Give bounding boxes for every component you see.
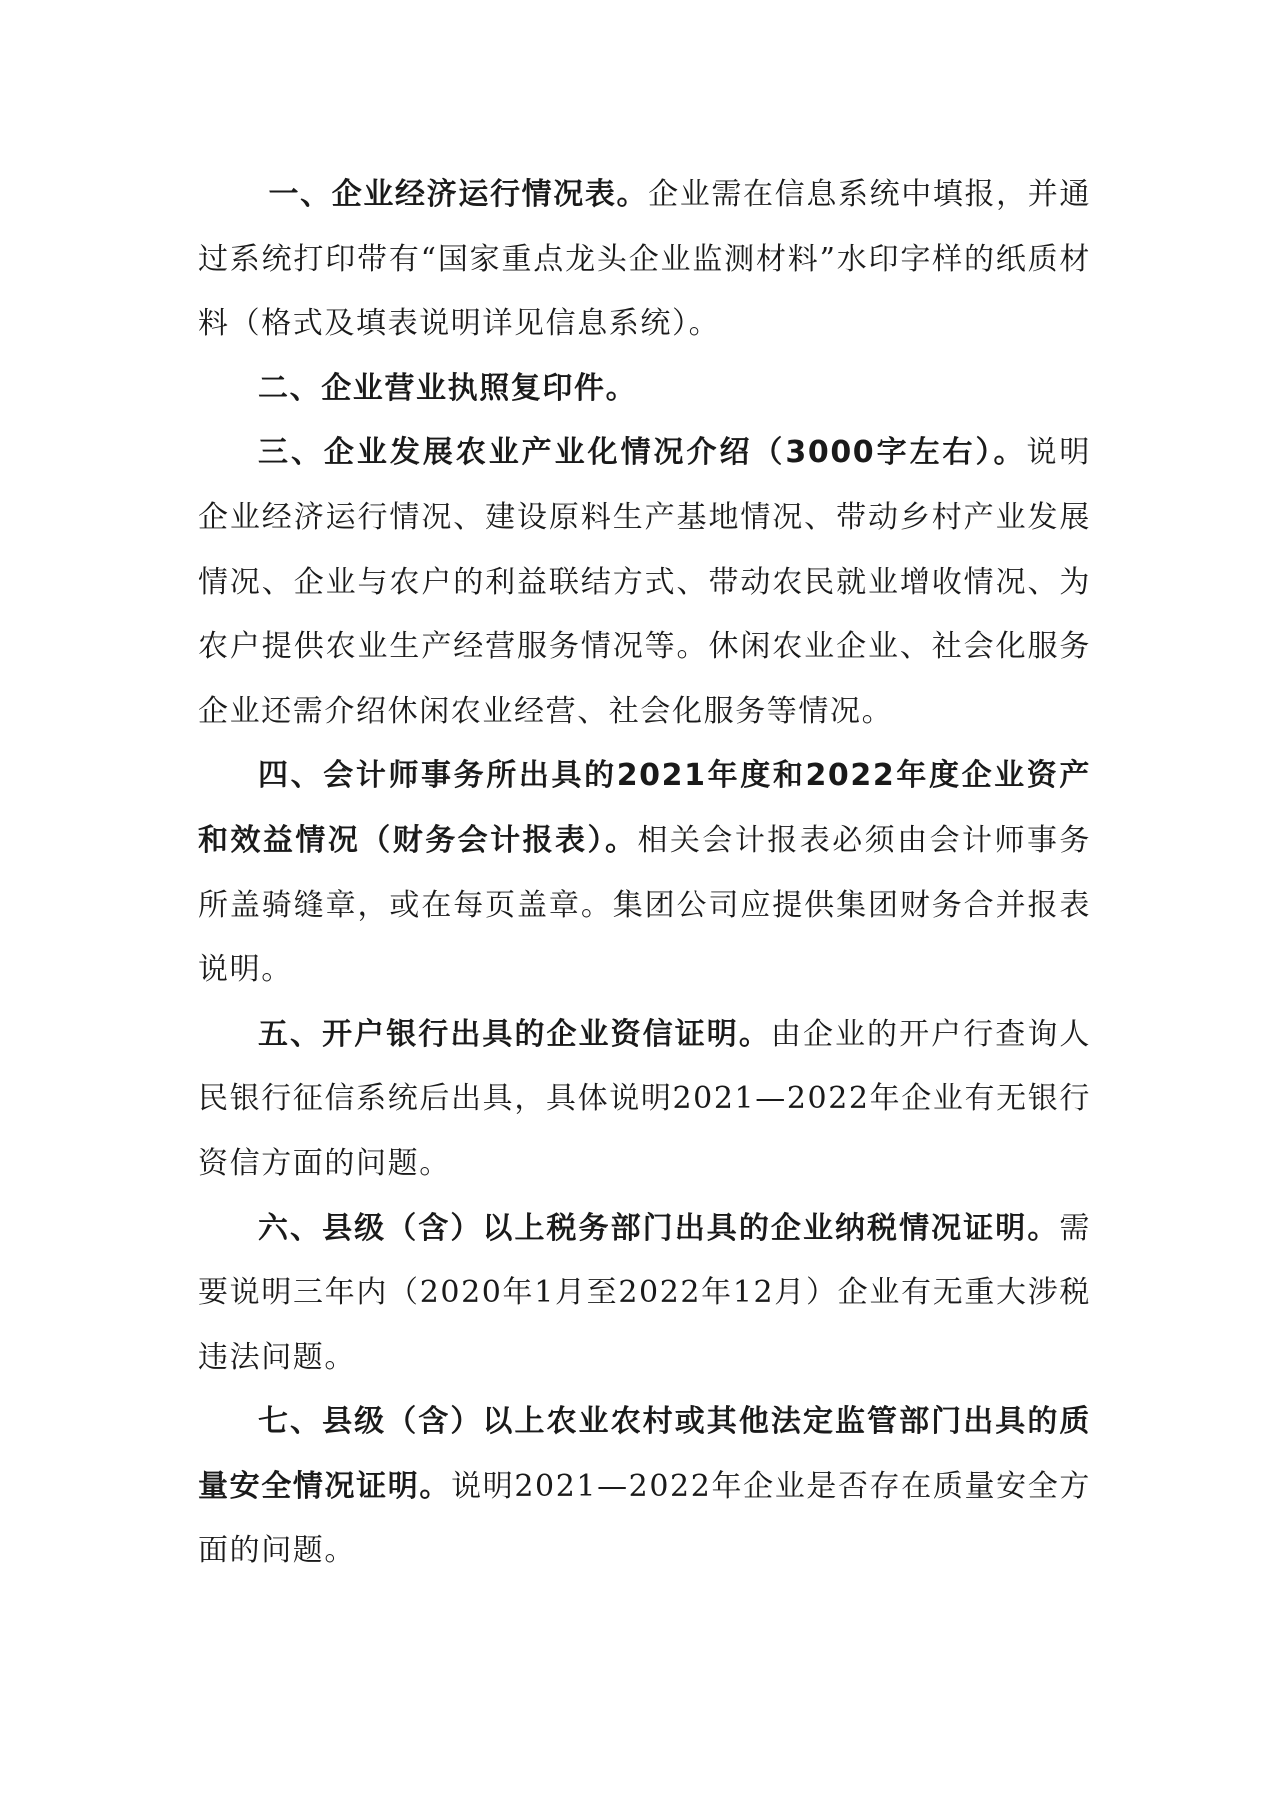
paragraph-3 xyxy=(198,421,1091,744)
paragraph-3-heading: 三、企业发展农业产业化情况介绍（3000字左右）。 xyxy=(258,435,1027,471)
paragraph-7-body: 说明2021—2022年企业是否存在质量安全方面的问题。 xyxy=(198,1468,1091,1569)
paragraph-4-heading: 四、会计师事务所出具的2021年度和2022年度企业资产和效益情况（财务会计报表）。 xyxy=(198,758,1091,858)
paragraph-5-heading: 五、开户银行出具的企业资信证明。 xyxy=(258,1016,771,1052)
paragraph-2-heading: 二、企业营业执照复印件。 xyxy=(258,370,638,406)
paragraph-5 xyxy=(198,1003,1091,1197)
paragraph-4-body: 相关会计报表必须由会计师事务所盖骑缝章，或在每页盖章。集团公司应提供集团财务合并报表说明。 xyxy=(198,822,1092,988)
paragraph-7-heading: 七、县级（含）以上农业农村或其他法定监管部门出具的质量安全情况证明。 xyxy=(198,1404,1091,1504)
paragraph-7 xyxy=(198,1390,1091,1584)
paragraph-2 xyxy=(198,357,1091,422)
paragraph-1 xyxy=(198,163,1091,357)
document-page xyxy=(198,163,1091,1584)
paragraph-6 xyxy=(198,1197,1091,1391)
paragraph-3-body: 说明企业经济运行情况、建设原料生产基地情况、带动乡村产业发展情况、企业与农户的利益联结方式、带动农民就业增收情况、为农户提供农业生产经营服务情况等。休闲农业企业、社会化服务企业还需介绍休闲农业经营、社会化服务等情况。 xyxy=(198,435,1091,729)
paragraph-6-heading: 六、县级（含）以上税务部门出具的企业纳税情况证明。 xyxy=(258,1210,1060,1246)
paragraph-6-body: 需要说明三年内（2020年1月至2022年12月）企业有无重大涉税违法问题。 xyxy=(198,1210,1091,1375)
paragraph-1-body: 企业需在信息系统中填报，并通过系统打印带有“国家重点龙头企业监测材料”水印字样的纸质材料（格式及填表说明详见信息系统）。 xyxy=(198,177,1092,342)
paragraph-4 xyxy=(198,744,1091,1002)
paragraph-1-heading: 一、企业经济运行情况表。 xyxy=(268,177,649,212)
paragraph-5-body: 由企业的开户行查询人民银行征信系统后出具，具体说明2021—2022年企业有无银行资信方面的问题。 xyxy=(198,1016,1091,1181)
